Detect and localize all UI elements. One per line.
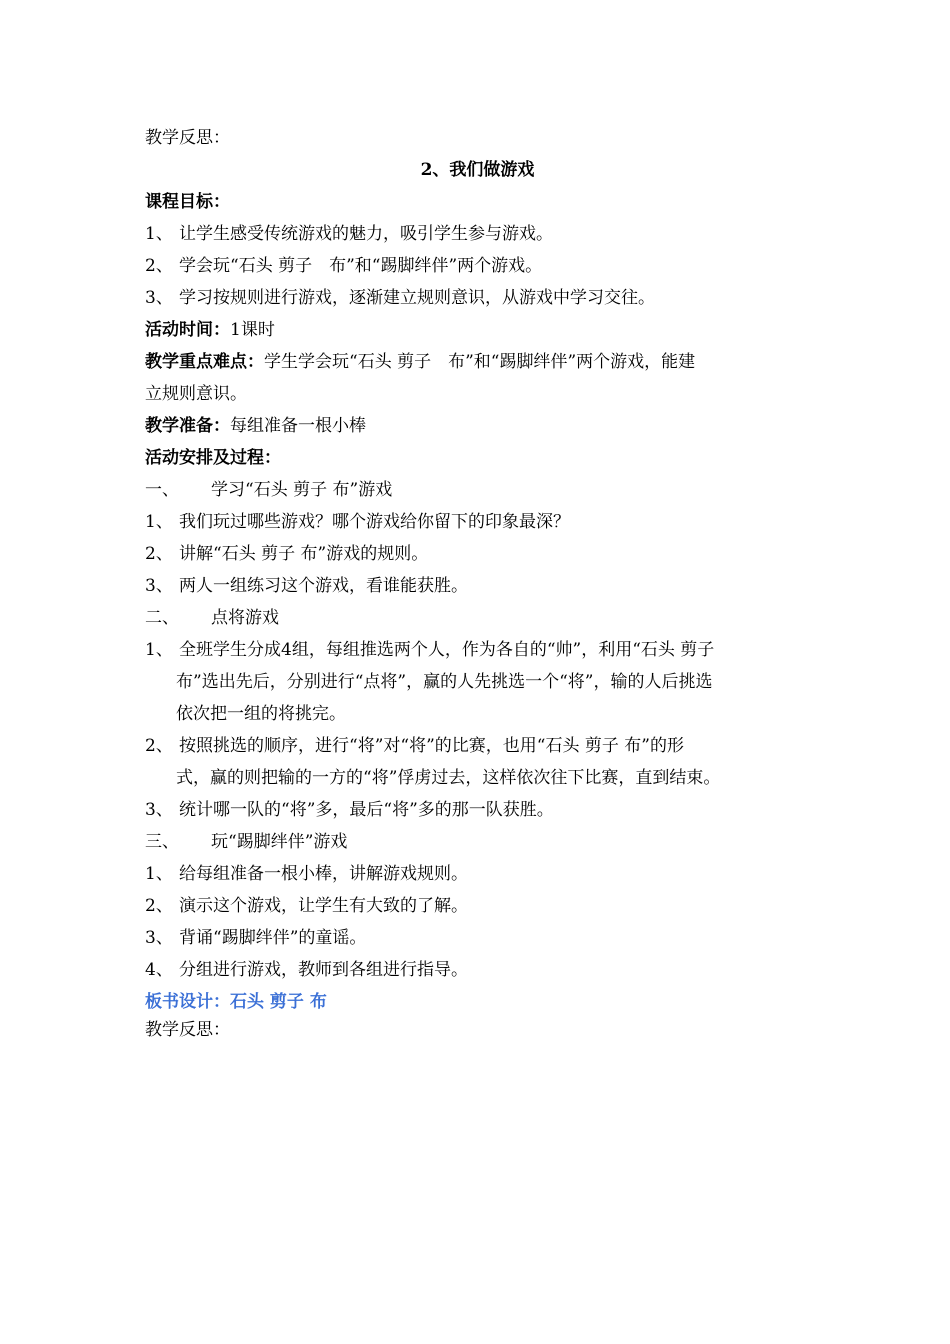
activity-time-value: 1课时 (230, 320, 275, 340)
item-text: 我们玩过哪些游戏？哪个游戏给你留下的印象最深？ (179, 512, 570, 532)
item-number: 3、 (145, 800, 173, 820)
key-points-continued: 立规则意识。 (145, 384, 247, 404)
top-reflection-label: 教学反思： (145, 128, 230, 148)
section-number: 一、 (145, 480, 179, 500)
item-number: 2、 (145, 544, 173, 564)
item-text: 按照挑选的顺序，进行“将”对“将”的比赛，也用“石头 剪子 布”的形 (179, 736, 684, 756)
objectives-heading: 课程目标： (145, 192, 230, 212)
item-number: 1、 (145, 640, 173, 660)
item-number: 2、 (145, 256, 173, 276)
section-title: 点将游戏 (211, 608, 279, 628)
item-number: 2、 (145, 736, 173, 756)
section-title: 学习“石头 剪子 布”游戏 (211, 480, 393, 500)
objective-item-1 (145, 218, 810, 250)
preparation-label: 教学准备： (145, 416, 230, 436)
key-points (145, 346, 810, 378)
item-text: 背诵“踢脚绊伴”的童谣。 (179, 928, 367, 948)
board-design-label: 板书设计： (145, 992, 230, 1012)
item-number: 3、 (145, 928, 173, 948)
item-text: 两人一组练习这个游戏，看谁能获胜。 (179, 576, 468, 596)
item-text: 学会玩“石头 剪子 布”和“踢脚绊伴”两个游戏。 (179, 256, 543, 276)
item-text: 分组进行游戏，教师到各组进行指导。 (179, 960, 468, 980)
list-item (145, 858, 810, 890)
item-text: 给每组准备一根小棒，讲解游戏规则。 (179, 864, 468, 884)
objective-item-3 (145, 282, 810, 314)
section-number: 二、 (145, 608, 179, 628)
item-text: 演示这个游戏，让学生有大致的了解。 (179, 896, 468, 916)
key-points-label: 教学重点难点： (145, 352, 264, 372)
section-title: 玩“踢脚绊伴”游戏 (211, 832, 348, 852)
list-item (145, 538, 810, 570)
item-text: 统计哪一队的“将”多，最后“将”多的那一队获胜。 (179, 800, 554, 820)
list-item (145, 570, 810, 602)
item-number: 3、 (145, 288, 173, 308)
list-item (145, 506, 810, 538)
board-design-value: 石头 剪子 布 (230, 992, 327, 1012)
item-number: 2、 (145, 896, 173, 916)
list-item (145, 634, 810, 666)
section-heading-2 (145, 602, 810, 634)
item-text: 讲解“石头 剪子 布”游戏的规则。 (179, 544, 429, 564)
preparation (145, 410, 810, 442)
item-number: 1、 (145, 864, 173, 884)
item-number: 1、 (145, 512, 173, 532)
item-number: 4、 (145, 960, 173, 980)
lesson-title: 2、我们做游戏 (420, 160, 535, 180)
item-number: 3、 (145, 576, 173, 596)
list-item-continuation: 依次把一组的将挑完。 (176, 704, 346, 724)
item-text: 全班学生分成4组，每组推选两个人，作为各自的“帅”，利用“石头 剪子 (179, 640, 715, 660)
item-number: 1、 (145, 224, 173, 244)
list-item (145, 922, 810, 954)
bottom-reflection-label: 教学反思： (145, 1020, 230, 1040)
section-heading-1 (145, 474, 810, 506)
list-item (145, 954, 810, 986)
section-number: 三、 (145, 832, 179, 852)
preparation-value: 每组准备一根小棒 (230, 416, 366, 436)
list-item-continuation: 式，赢的则把输的一方的“将”俘虏过去，这样依次往下比赛，直到结束。 (176, 768, 721, 788)
section-heading-3 (145, 826, 810, 858)
item-text: 让学生感受传统游戏的魅力，吸引学生参与游戏。 (179, 224, 553, 244)
list-item (145, 730, 810, 762)
activity-time-label: 活动时间： (145, 320, 230, 340)
list-item (145, 890, 810, 922)
list-item-continuation: 布”选出先后，分别进行“点将”，赢的人先挑选一个“将”，输的人后挑选 (176, 672, 713, 692)
key-points-text: 学生学会玩“石头 剪子 布”和“踢脚绊伴”两个游戏，能建 (264, 352, 696, 372)
process-heading: 活动安排及过程： (145, 448, 281, 468)
objective-item-2 (145, 250, 810, 282)
activity-time (145, 314, 810, 346)
list-item (145, 794, 810, 826)
item-text: 学习按规则进行游戏，逐渐建立规则意识，从游戏中学习交往。 (179, 288, 655, 308)
board-design (145, 986, 810, 1018)
document-body (145, 122, 810, 1042)
